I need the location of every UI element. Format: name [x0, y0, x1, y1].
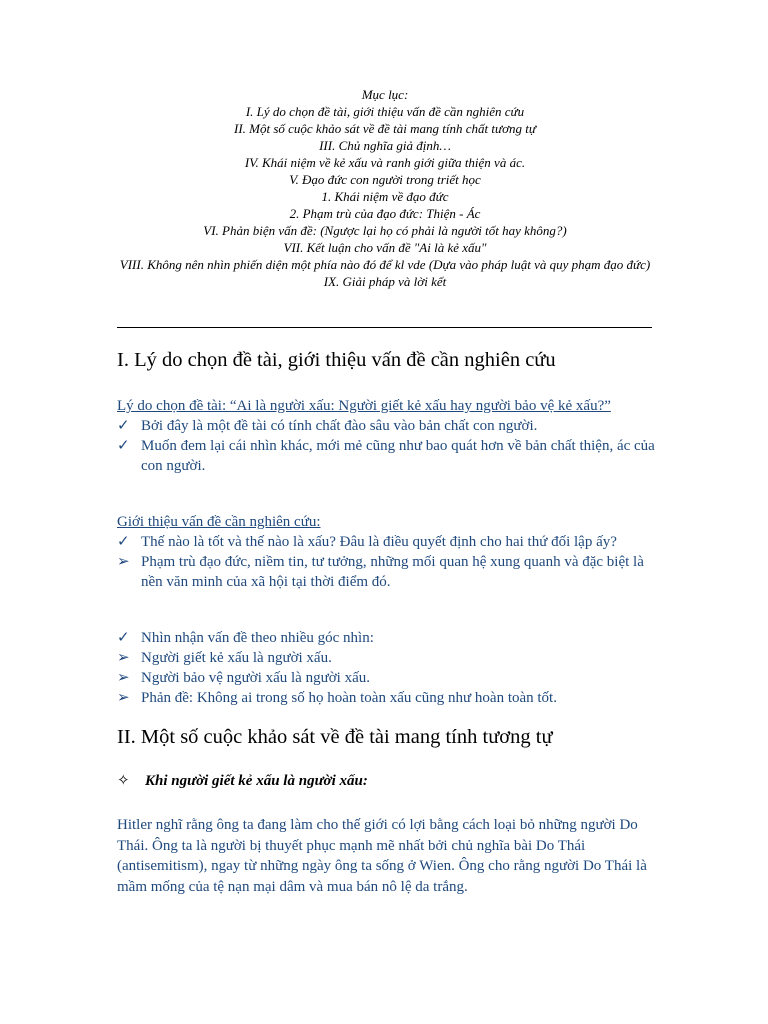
list-item: ➢ Phản đề: Không ai trong số họ hoàn toàn xấu cũng như hoàn toàn tốt.	[117, 690, 557, 706]
checkmark-icon: ✓	[117, 630, 130, 646]
toc-item: VIII. Không nên nhìn phiến diện một phía nào đó để kl vde (Dựa vào pháp luật và quy phạm đạo đức)	[119, 257, 651, 272]
list-item: ✓ Muốn đem lại cái nhìn khác, mới mẻ cũng như bao quát hơn về bản chất thiện, ác của con người.	[117, 438, 655, 474]
checkmark-icon: ✓	[117, 418, 130, 434]
list-item: ✓ Thế nào là tốt và thế nào là xấu? Đâu là điều quyết định cho hai thứ đối lập ấy?	[117, 534, 617, 550]
checkmark-icon: ✓	[117, 534, 130, 550]
toc-item: I. Lý do chọn đề tài, giới thiệu vấn đề cần nghiên cứu	[245, 104, 525, 119]
toc-item: IV. Khái niệm về kẻ xấu và ranh giới giữa thiện và ác.	[244, 155, 526, 170]
intro-block	[117, 512, 662, 592]
toc-item: IX. Giải pháp và lời kết	[323, 274, 447, 289]
toc-item: 1. Khái niệm về đạo đức	[321, 189, 449, 204]
toc-item: II. Một số cuộc khảo sát về đề tài mang tính chất tương tự	[233, 121, 536, 136]
arrow-bullet-icon: ➢	[117, 670, 130, 686]
section-2-heading: II. Một số cuộc khảo sát về đề tài mang tính tương tự	[117, 726, 553, 748]
arrow-bullet-icon: ➢	[117, 650, 130, 666]
horizontal-divider	[117, 327, 652, 328]
toc-item: VI. Phản biện vấn đề: (Ngược lại họ có phải là người tốt hay không?)	[203, 223, 567, 238]
reason-block	[117, 396, 662, 476]
intro-title: Giới thiệu vấn đề cần nghiên cứu:	[117, 514, 321, 530]
arrow-bullet-icon: ➢	[117, 554, 130, 570]
checkmark-icon: ✓	[117, 438, 130, 454]
list-item: ➢ Phạm trù đạo đức, niềm tin, tư tưởng, những mối quan hệ xung quanh và đặc biệt là nền văn minh của xã hội tại thời điểm đó.	[117, 554, 644, 590]
section-1-heading: I. Lý do chọn đề tài, giới thiệu vấn đề cần nghiên cứu	[117, 349, 556, 371]
views-block	[117, 628, 662, 708]
toc-item: III. Chủ nghĩa giả định…	[319, 138, 451, 153]
reason-title: Lý do chọn đề tài: “Ai là người xấu: Người giết kẻ xấu hay người bảo vệ kẻ xấu?”	[117, 398, 611, 414]
list-item: ➢ Người bảo vệ người xấu là người xấu.	[117, 670, 370, 686]
list-item: ➢ Người giết kẻ xấu là người xấu.	[117, 650, 332, 666]
diamond-bullet-icon: ✧	[117, 773, 130, 789]
arrow-bullet-icon: ➢	[117, 690, 130, 706]
subheading: ✧ Khi người giết kẻ xấu là người xấu:	[117, 773, 368, 789]
body-paragraph: Hitler nghĩ rằng ông ta đang làm cho thế giới có lợi bằng cách loại bỏ những người Do Thái. Ông ta là người bị thuyết phục mạnh mẽ nhất bởi chủ nghĩa bài Do Thái (antisemitism), ngay từ những ngày ông ta sống ở Wien. Ông cho rằng người Do Thái là mầm mống của tệ nạn mại dâm và mua bán nô lệ da trắng.	[117, 817, 647, 895]
list-item: ✓ Nhìn nhận vấn đề theo nhiều góc nhìn:	[117, 630, 374, 646]
list-item: ✓ Bởi đây là một đề tài có tính chất đào sâu vào bản chất con người.	[117, 418, 538, 434]
toc-title: Mục lục:	[361, 87, 409, 102]
toc-item: 2. Phạm trù của đạo đức: Thiện - Ác	[289, 206, 481, 221]
table-of-contents	[110, 86, 660, 290]
toc-item: V. Đạo đức con người trong triết học	[289, 172, 481, 187]
toc-item: VII. Kết luận cho vấn đề "Ai là kẻ xấu"	[283, 240, 487, 255]
